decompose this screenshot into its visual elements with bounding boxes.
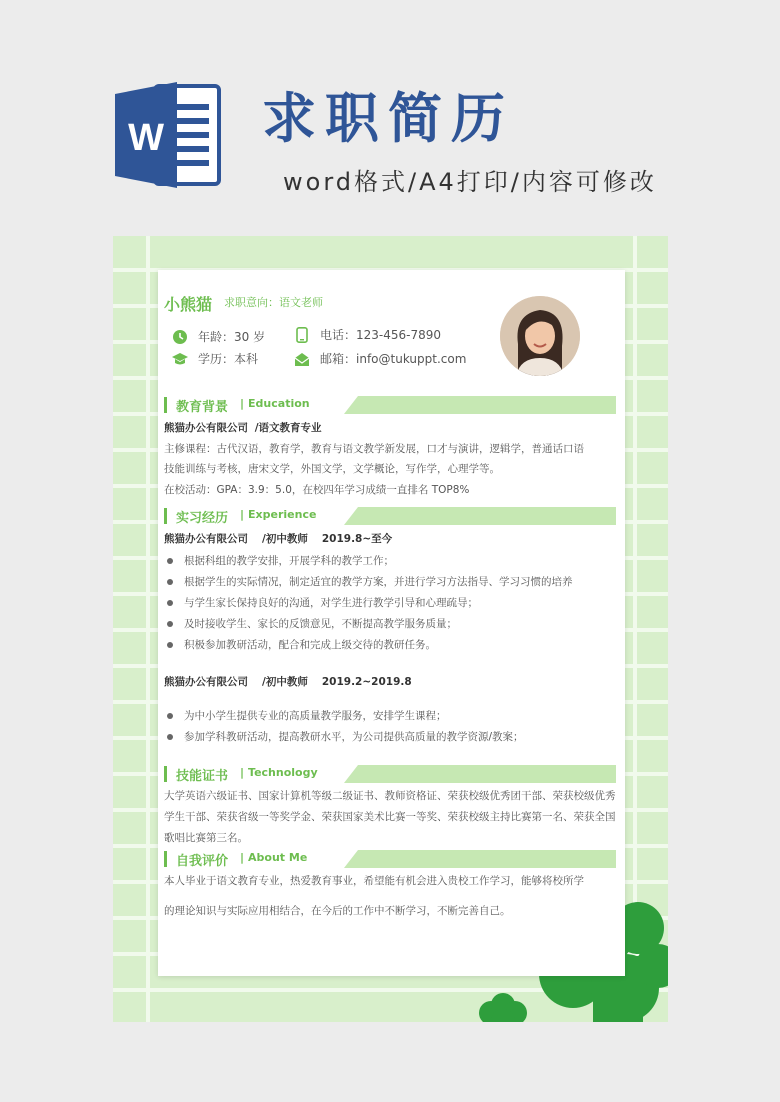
page-subtitle: word格式/A4打印/内容可修改 xyxy=(283,168,657,196)
education-major: /语文教育专业 xyxy=(254,422,322,434)
skills-text: 大学英语六级证书、国家计算机等级二级证书、教师资格证、荣获校级优秀团干部、荣获校级优秀学生干部、荣获省级一等奖学金、荣获国家美术比赛一等奖、荣获校级主持比赛第一名、荣获全国歌唱比赛第三名。 xyxy=(164,790,616,844)
education-courses: 主修课程：古代汉语，教育学，教育与语文教学新发展，口才与演讲，逻辑学，普通话口语 xyxy=(164,443,584,455)
job-2-role: /初中教师 xyxy=(262,676,308,688)
section-experience-header xyxy=(164,507,614,525)
clock-icon xyxy=(172,329,188,345)
resume-card xyxy=(158,270,625,976)
job-1-org: 熊猫办公有限公司 xyxy=(164,533,248,545)
section-title-en: | About Me xyxy=(240,851,307,864)
education-org: 熊猫办公有限公司 xyxy=(164,422,248,434)
job-1-duties xyxy=(164,551,619,656)
about-text-2: 的理论知识与实际应用相结合，在今后的工作中不断学习，不断完善自己。 xyxy=(164,905,511,917)
age-row xyxy=(172,328,265,345)
section-education-header xyxy=(164,396,614,414)
section-title: 教育背景 xyxy=(176,400,229,415)
job-intent: 求职意向：语文老师 xyxy=(224,296,323,309)
list-item: 与学生家长保持良好的沟通，对学生进行教学引导和心理疏导； xyxy=(164,593,619,614)
job-2-org: 熊猫办公有限公司 xyxy=(164,676,248,688)
mail-icon xyxy=(294,351,310,367)
job-1-title xyxy=(164,529,619,549)
section-title-en: | Technology xyxy=(240,766,318,779)
section-title: 技能证书 xyxy=(176,769,229,784)
about-text-1: 本人毕业于语文教育专业，热爱教育事业，希望能有机会进入贵校工作学习，能够将校所学 xyxy=(164,875,584,887)
list-item: 及时接收学生、家长的反馈意见，不断提高教学服务质量； xyxy=(164,614,619,635)
section-title-en: | Experience xyxy=(240,508,316,521)
clover-icon xyxy=(473,991,533,1022)
job-2-period: 2019.2~2019.8 xyxy=(321,676,412,688)
section-title: 实习经历 xyxy=(176,511,229,526)
word-logo-letter: W xyxy=(128,117,164,159)
education-org-line xyxy=(164,418,619,438)
education-row xyxy=(172,350,258,367)
list-item: 根据学生的实际情况，制定适宜的教学方案，并进行学习方法指导、学习习惯的培养 xyxy=(164,572,619,593)
job-1-period: 2019.8~至今 xyxy=(321,533,393,545)
email-row xyxy=(294,350,466,367)
section-about-header xyxy=(164,850,614,868)
education-courses-2: 技能训练与考核，唐宋文学，外国文学，文学概论，写作学，心理学等。 xyxy=(164,463,500,475)
education-gpa: 在校活动：GPA：3.9：5.0，在校四年学习成绩一直排名 TOP8% xyxy=(164,484,470,496)
section-title-en: | Education xyxy=(240,397,310,410)
word-icon xyxy=(115,80,223,190)
list-item: 根据科组的教学安排，开展学科的教学工作； xyxy=(164,551,619,572)
avatar xyxy=(500,296,580,376)
graduation-cap-icon xyxy=(172,351,188,367)
age-text: 年龄：30 岁 xyxy=(198,330,266,344)
list-item: 参加学科教研活动，提高教研水平，为公司提供高质量的教学资源/教案； xyxy=(164,727,619,748)
phone-row xyxy=(294,326,441,343)
phone-icon xyxy=(294,327,310,343)
list-item: 积极参加教研活动，配合和完成上级交待的教研任务。 xyxy=(164,635,619,656)
email-text: 邮箱：info@tukuppt.com xyxy=(320,352,467,366)
section-skills-header xyxy=(164,765,614,783)
page-title: 求职简历 xyxy=(262,87,514,150)
phone-text: 电话：123-456-7890 xyxy=(320,328,442,342)
job-2-title xyxy=(164,672,619,692)
candidate-name: 小熊猫 xyxy=(164,295,213,314)
list-item: 为中小学生提供专业的高质量教学服务，安排学生课程； xyxy=(164,706,619,727)
education-text: 学历：本科 xyxy=(198,352,259,366)
section-title: 自我评价 xyxy=(176,854,229,869)
avatar-portrait xyxy=(500,296,580,376)
job-2-duties xyxy=(164,706,619,748)
job-1-role: /初中教师 xyxy=(262,533,308,545)
